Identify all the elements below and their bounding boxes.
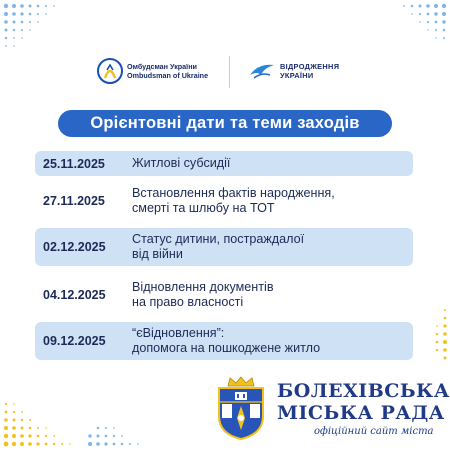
city-name-line2: МІСЬКА РАДА <box>277 402 445 424</box>
ombudsman-name-ua: Омбудсман України <box>127 62 197 71</box>
vidrodzhennia-line1: ВІДРОДЖЕННЯ <box>280 62 340 71</box>
event-topic: Відновлення документів на право власності <box>132 280 274 309</box>
city-site-subtitle: офіційний сайт міста <box>314 426 434 437</box>
decorative-pattern-bottom-left <box>0 350 200 450</box>
event-row <box>35 276 413 314</box>
event-date: 04.12.2025 <box>43 288 106 302</box>
event-topic: Житлові субсидії <box>132 156 231 170</box>
city-council-name <box>277 380 450 424</box>
ombudsman-logo <box>97 58 208 84</box>
event-date: 25.11.2025 <box>43 156 105 171</box>
event-topic: Статус дитини, постраждалої від війни <box>132 232 305 261</box>
ombudsman-emblem-icon <box>97 58 123 84</box>
event-topic: Встановлення фактів народження, смерті та шлюбу на ТОТ <box>132 186 335 215</box>
ombudsman-name-en: Ombudsman of Ukraine <box>127 71 209 80</box>
decorative-pattern-right <box>425 300 450 390</box>
event-row <box>35 183 413 219</box>
bird-emblem-icon <box>248 59 276 83</box>
logo-divider <box>229 56 230 88</box>
decorative-pattern-top-right <box>360 0 450 60</box>
event-row <box>35 322 413 360</box>
vidrodzhennia-line2: УКРАЇНИ <box>280 71 314 80</box>
event-row <box>35 151 413 176</box>
event-date: 27.11.2025 <box>43 194 105 208</box>
city-coat-of-arms-icon <box>216 376 266 440</box>
event-topic: “єВідновлення”: допомога на пошкоджене житло <box>132 326 321 355</box>
event-row <box>35 228 413 266</box>
event-date: 02.12.2025 <box>43 240 106 254</box>
partner-logos <box>0 56 450 92</box>
event-date: 09.12.2025 <box>43 334 106 348</box>
vidrodzhennia-logo <box>248 59 339 83</box>
city-name-line1: БОЛЕХІВСЬКА <box>277 380 450 402</box>
page-title: Орієнтовні дати та теми заходів <box>58 110 392 137</box>
